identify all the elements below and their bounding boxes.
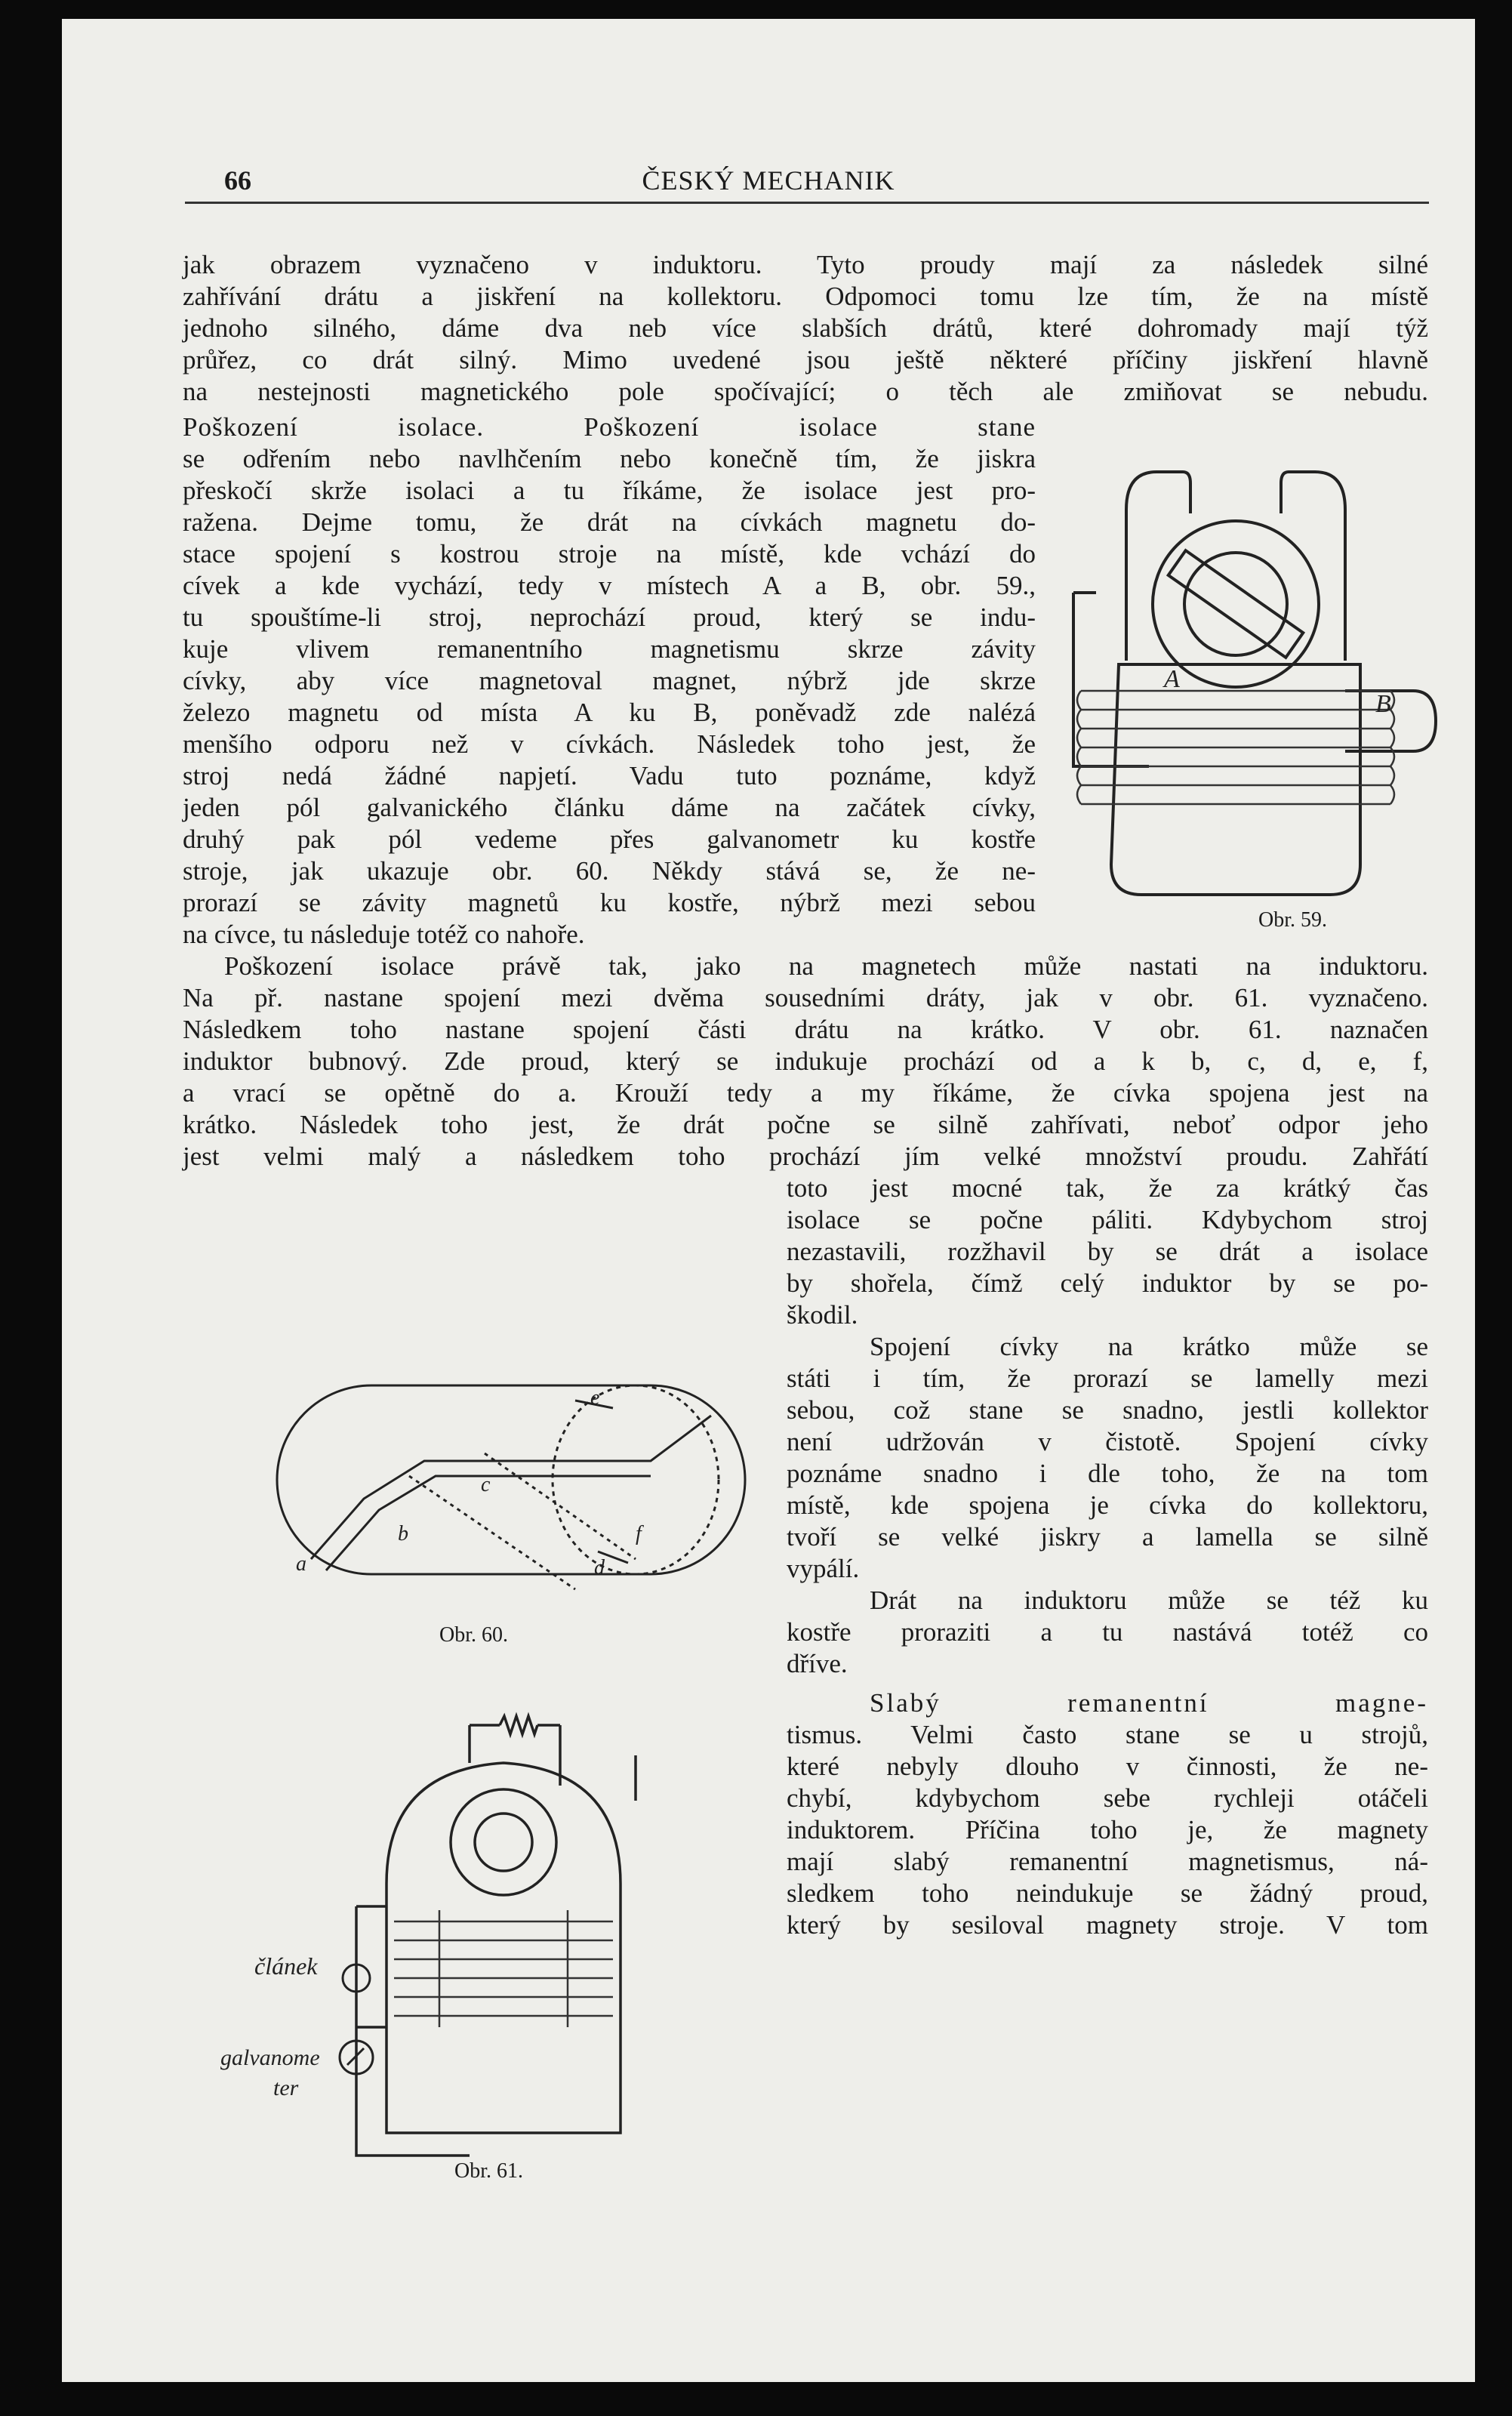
text-line: se odřením nebo navlhčením nebo konečně tím, že jiskra bbox=[183, 444, 1036, 473]
fig61-label-galvanometer-2: ter bbox=[273, 2075, 299, 2100]
text-line: sebou, což stane se snadno, jestli kollektor bbox=[787, 1395, 1428, 1425]
header-rule bbox=[185, 202, 1429, 204]
fig61-resistor bbox=[500, 1716, 537, 1734]
text-line: železo magnetu od místa A ku B, poněvadž zde nalézá bbox=[183, 698, 1036, 727]
figure-61-galvanometer-test bbox=[213, 1710, 787, 2163]
text-line: stroj nedá žádné napjetí. Vadu tuto poznáme, když bbox=[183, 761, 1036, 790]
text-line: vypálí. bbox=[787, 1554, 860, 1583]
text-line: Slabý remanentní magne- bbox=[870, 1688, 1428, 1718]
text-line: chybí, kdybychom sebe rychleji otáčeli bbox=[787, 1783, 1428, 1813]
text-line: místě, kde spojena je cívka do kollektoru, bbox=[787, 1490, 1428, 1520]
text-line: stroje, jak ukazuje obr. 60. Někdy stává se, že ne- bbox=[183, 856, 1036, 886]
text-line: průřez, co drát silný. Mimo uvedené jsou ještě některé příčiny jiskření hlavně bbox=[183, 345, 1428, 374]
running-title: ČESKÝ MECHANIK bbox=[642, 165, 895, 196]
fig61-leads bbox=[356, 1906, 470, 2156]
text-line: jak obrazem vyznačeno v induktoru. Tyto proudy mají za následek silné bbox=[183, 250, 1428, 279]
fig61-armature bbox=[451, 1789, 556, 1895]
text-line: zahřívání drátu a jiskření na kollektoru. Odpomoci tomu lze tím, že na místě bbox=[183, 282, 1428, 311]
text-line: škodil. bbox=[787, 1300, 858, 1330]
figure-61-caption: Obr. 61. bbox=[454, 2159, 523, 2183]
text-line: státi i tím, že prorazí se lamelly mezi bbox=[787, 1364, 1428, 1393]
text-line: kuje vlivem remanentního magnetismu skrze závity bbox=[183, 634, 1036, 664]
text-line: nezastavili, rozžhavil by se drát a isolace bbox=[787, 1237, 1428, 1266]
text-line: tvoří se velké jiskry a lamella se silně bbox=[787, 1522, 1428, 1552]
text-line: Poškození isolace. Poškození isolace stane bbox=[183, 412, 1036, 442]
fig60-drum-outline bbox=[371, 1385, 651, 1574]
figure-59-caption: Obr. 59. bbox=[1258, 908, 1327, 932]
figure-59-dynamo-magnet bbox=[1058, 442, 1475, 910]
text-line: isolace se počne páliti. Kdybychom stroj bbox=[787, 1205, 1428, 1234]
text-line: dříve. bbox=[787, 1649, 848, 1678]
fig60-label: b bbox=[398, 1522, 408, 1545]
text-line: jednoho silného, dáme dva neb více slabších drátů, které dohromady mají týž bbox=[183, 313, 1428, 343]
fig60-wire-upper bbox=[311, 1416, 711, 1559]
fig59-wire-a bbox=[1073, 593, 1149, 766]
text-line: induktorem. Příčina toho je, že magnety bbox=[787, 1815, 1428, 1844]
fig60-label: a bbox=[296, 1552, 306, 1576]
fig60-label: c bbox=[481, 1473, 491, 1496]
fig61-label-galvanometer: galvanome bbox=[220, 2045, 320, 2070]
text-line: poznáme snadno i dle toho, že na tom bbox=[787, 1459, 1428, 1488]
text-line: krátko. Následek toho jest, že drát počne se silně zahřívati, neboť odpor jeho bbox=[183, 1110, 1428, 1139]
text-line: mají slabý remanentní magnetismus, ná- bbox=[787, 1847, 1428, 1876]
text-line: kostře proraziti a tu nastává totéž co bbox=[787, 1617, 1428, 1647]
text-line: Na př. nastane spojení mezi dvěma sousedními dráty, jak v obr. 61. vyznačeno. bbox=[183, 983, 1428, 1012]
fig61-coil-windings bbox=[394, 1921, 613, 2016]
figure-60-drum-induktor bbox=[258, 1370, 756, 1619]
text-line: by shořela, čímž celý induktor by se po- bbox=[787, 1268, 1428, 1298]
fig59-armature-bore bbox=[1153, 521, 1319, 687]
text-line: induktor bubnový. Zde proud, který se indukuje prochází od a k b, c, d, e, f, bbox=[183, 1046, 1428, 1076]
text-line: které nebyly dlouho v činnosti, že ne- bbox=[787, 1752, 1428, 1781]
text-line: cívky, aby více magnetoval magnet, nýbrž jde skrze bbox=[183, 666, 1036, 695]
text-line: sledkem toho neindukuje se žádný proud, bbox=[787, 1878, 1428, 1908]
book-page bbox=[62, 19, 1475, 2382]
fig61-label-clanek: článek bbox=[254, 1952, 318, 1980]
text-line: menšího odporu než v cívkách. Následek toho jest, že bbox=[183, 729, 1036, 759]
text-line: jeden pól galvanického článku dáme na začátek cívky, bbox=[183, 793, 1036, 822]
fig60-label: d bbox=[594, 1556, 605, 1579]
text-line: přeskočí skrže isolaci a tu říkáme, že isolace jest pro- bbox=[183, 476, 1036, 505]
text-line: prorazí se závity magnetů ku kostře, nýbrž mezi sebou bbox=[183, 888, 1036, 917]
fig59-label-b: B bbox=[1375, 690, 1391, 718]
fig59-label-a: A bbox=[1164, 665, 1180, 693]
text-line: stace spojení s kostrou stroje na místě, kde vchází do bbox=[183, 539, 1036, 569]
fig60-label: f bbox=[636, 1522, 642, 1545]
text-line: Drát na induktoru může se též ku bbox=[870, 1586, 1428, 1615]
fig60-label: e bbox=[590, 1386, 600, 1410]
text-line: není udržován v čistotě. Spojení cívky bbox=[787, 1427, 1428, 1456]
text-line: toto jest mocné tak, že za krátký čas bbox=[787, 1173, 1428, 1203]
text-line: na nestejnosti magnetického pole spočívající; o těch ale zmiňovat se nebudu. bbox=[183, 377, 1428, 406]
text-line: jest velmi malý a následkem toho prochází jím velké množství proudu. Zahřátí bbox=[183, 1142, 1428, 1171]
text-line: na cívce, tu následuje totéž co nahoře. bbox=[183, 920, 585, 949]
fig59-armature bbox=[1184, 553, 1287, 655]
text-line: tismus. Velmi často stane se u strojů, bbox=[787, 1720, 1428, 1749]
fig59-armature-bar bbox=[1169, 550, 1304, 658]
text-line: Spojení cívky na krátko může se bbox=[870, 1332, 1428, 1361]
text-line: druhý pak pól vedeme přes galvanometr ku kostře bbox=[183, 824, 1036, 854]
text-line: Poškození isolace právě tak, jako na magnetech může nastati na induktoru. bbox=[224, 951, 1428, 981]
fig59-coil-windings bbox=[1081, 691, 1390, 804]
text-line: a vrací se opětně do a. Krouží tedy a my říkáme, že cívka spojena jest na bbox=[183, 1078, 1428, 1108]
fig61-magnet-frame bbox=[386, 1763, 621, 2133]
text-line: který by sesiloval magnety stroje. V tom bbox=[787, 1910, 1428, 1940]
text-line: Následkem toho nastane spojení části drátu na krátko. V obr. 61. naznačen bbox=[183, 1015, 1428, 1044]
page-number: 66 bbox=[224, 165, 251, 196]
text-line: ražena. Dejme tomu, že drát na cívkách magnetu do- bbox=[183, 507, 1036, 537]
fig59-yoke bbox=[1111, 664, 1360, 895]
figure-60-caption: Obr. 60. bbox=[439, 1623, 508, 1647]
text-line: tu spouštíme-li stroj, neprochází proud, který se indu- bbox=[183, 602, 1036, 632]
text-line: cívek a kde vychází, tedy v místech A a B, obr. 59., bbox=[183, 571, 1036, 600]
